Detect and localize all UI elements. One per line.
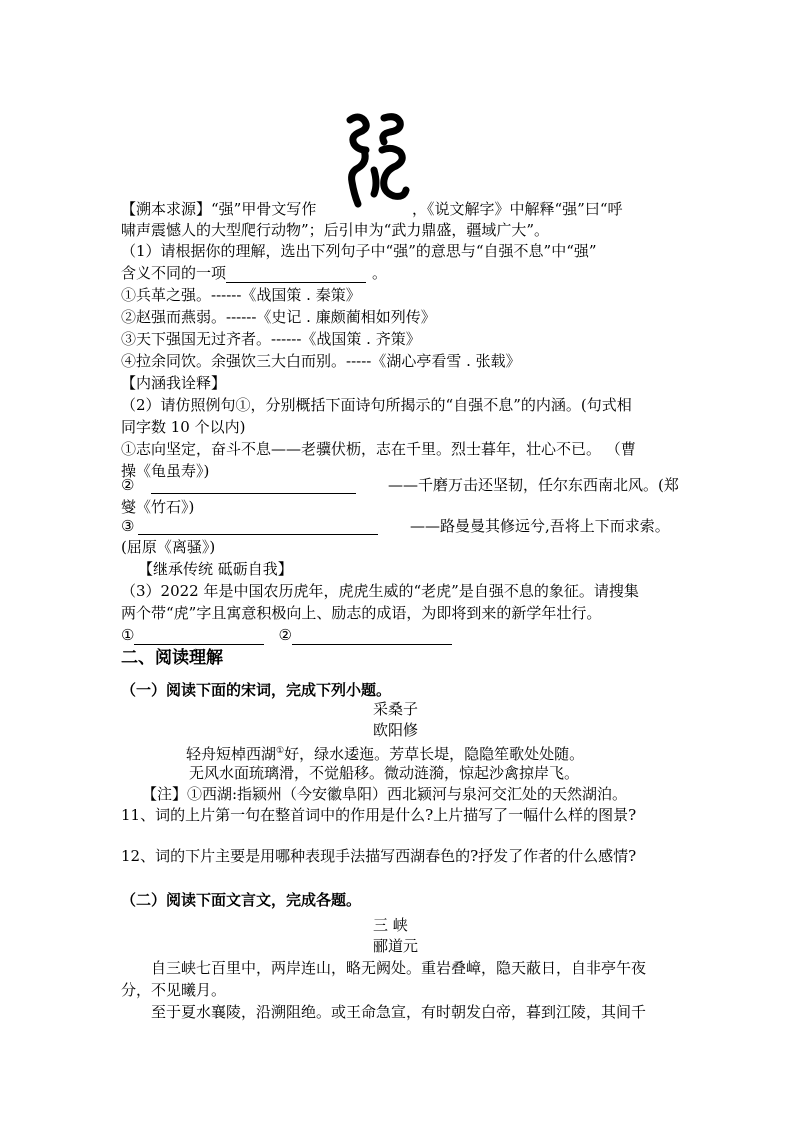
example-line-1: ①志向坚定，奋斗不息——老骥伏枥，志在千里。烈士暮年，壮心不已。 （曹 xyxy=(121,440,636,458)
item-3-number: ③ xyxy=(121,517,135,535)
prose-author: 郦道元 xyxy=(373,937,419,955)
item-2-text: ——千磨万击还坚韧，任尔东西南北风。(郑 xyxy=(388,476,679,494)
section-2-title: 二、阅读理解 xyxy=(121,648,223,668)
poem-line-1 xyxy=(186,741,584,764)
intro-line-1a: 【溯本求源】“强”甲骨文写作 xyxy=(121,200,317,218)
q3-blank-1-label: ① xyxy=(121,626,135,644)
question-3-line-1: （3）2022 年是中国农历虎年，虎虎生威的“老虎”是自强不息的象征。请搜集 xyxy=(121,582,639,600)
question-3-line-2: 两个带“虎”字且寓意积极向上、励志的成语，为即将到来的新学年壮行。 xyxy=(121,604,602,622)
option-2: ②赵强而燕弱。------《史记 . 廉颇蔺相如列传》 xyxy=(121,308,436,326)
prose-paragraph-2-line-1: 至于夏水襄陵，沿溯阻绝。或王命急宣，有时朝发白帝，暮到江陵，其间千 xyxy=(151,1003,647,1021)
answer-blank-item-2[interactable] xyxy=(151,477,356,494)
part-2-title: （二）阅读下面文言文，完成各题。 xyxy=(121,891,362,909)
poem-title: 采桑子 xyxy=(373,700,419,718)
answer-blank-item-3[interactable] xyxy=(138,518,378,535)
intro-line-1b: ，《说文解字》中解释“强”曰“呼 xyxy=(412,200,623,218)
question-1-prompt: 含义不同的一项 xyxy=(121,264,227,282)
poem-line-2: 无风水面琉璃滑，不觉船移。微动涟漪，惊起沙禽掠岸飞。 xyxy=(189,764,580,782)
answer-blank-q3-1[interactable] xyxy=(134,628,264,645)
glyph-svg xyxy=(344,110,410,212)
intro-line-2: 啸声震憾人的大型爬行动物”；后引申为“武力鼎盛，疆域广大”。 xyxy=(121,221,550,239)
question-11: 11、词的上片第一句在整首词中的作用是什么?上片描写了一幅什么样的图景? xyxy=(121,806,637,824)
heading-inherit: 【继承传统 砥砺自我】 xyxy=(138,560,293,578)
question-1-period: 。 xyxy=(372,264,388,282)
answer-blank-q3-2[interactable] xyxy=(292,628,452,645)
item-3-text: ——路曼曼其修远兮,吾将上下而求索。 xyxy=(410,517,670,535)
prose-paragraph-1-line-1: 自三峡七百里中，两岸连山，略无阙处。重岩叠嶂，隐天蔽日，自非亭午夜 xyxy=(151,959,647,977)
poem-footnote-mark: ① xyxy=(276,746,285,756)
question-2-line-1: （2）请仿照例句①，分别概括下面诗句所揭示的“自强不息”的内涵。(句式相 xyxy=(121,396,632,414)
item-2-number: ② xyxy=(121,476,135,494)
heading-connotation: 【内涵我诠释】 xyxy=(121,374,227,392)
poem-note: 【注】①西湖:指颍州（今安徽阜阳）西北颍河与泉河交汇处的天然湖泊。 xyxy=(142,785,628,803)
prose-title: 三 峡 xyxy=(373,916,408,934)
question-1-line-1: （1）请根据你的理解，选出下列句子中“强”的意思与“自强不息”中“强” xyxy=(121,242,597,260)
prose-paragraph-1-line-2: 分，不见曦月。 xyxy=(121,981,227,999)
question-2-line-2: 同字数 10 个以内) xyxy=(121,418,246,436)
question-1-line-2 xyxy=(121,263,387,283)
oracle-bone-qiang-glyph xyxy=(344,110,410,212)
question-3-answer-row xyxy=(121,625,452,645)
option-1: ①兵革之强。------《战国策 . 秦策》 xyxy=(121,286,361,304)
poem-author: 欧阳修 xyxy=(373,721,419,739)
option-4: ④拉余同饮。余强饮三大白而别。-----《湖心亭看雪 . 张载》 xyxy=(121,352,521,370)
q3-blank-2-label: ② xyxy=(278,626,292,644)
example-line-2: 操《龟虽寿》) xyxy=(121,462,210,480)
poem-line-1a: 轻舟短棹西湖 xyxy=(186,745,277,763)
part-1-title: （一）阅读下面的宋词，完成下列小题。 xyxy=(121,681,392,699)
poem-line-1b: 好，绿水逶迤。芳草长堤，隐隐笙歌处处随。 xyxy=(284,745,585,763)
answer-blank-q1[interactable] xyxy=(226,266,366,283)
item-3-line-2: (屈原《离骚》) xyxy=(121,538,216,556)
item-2-line-2: 燮《竹石》) xyxy=(121,498,195,516)
question-12: 12、词的下片主要是用哪种表现手法描写西湖春色的?抒发了作者的什么感情? xyxy=(121,847,637,865)
option-3: ③天下强国无过齐者。------《战国策 . 齐策》 xyxy=(121,330,421,348)
